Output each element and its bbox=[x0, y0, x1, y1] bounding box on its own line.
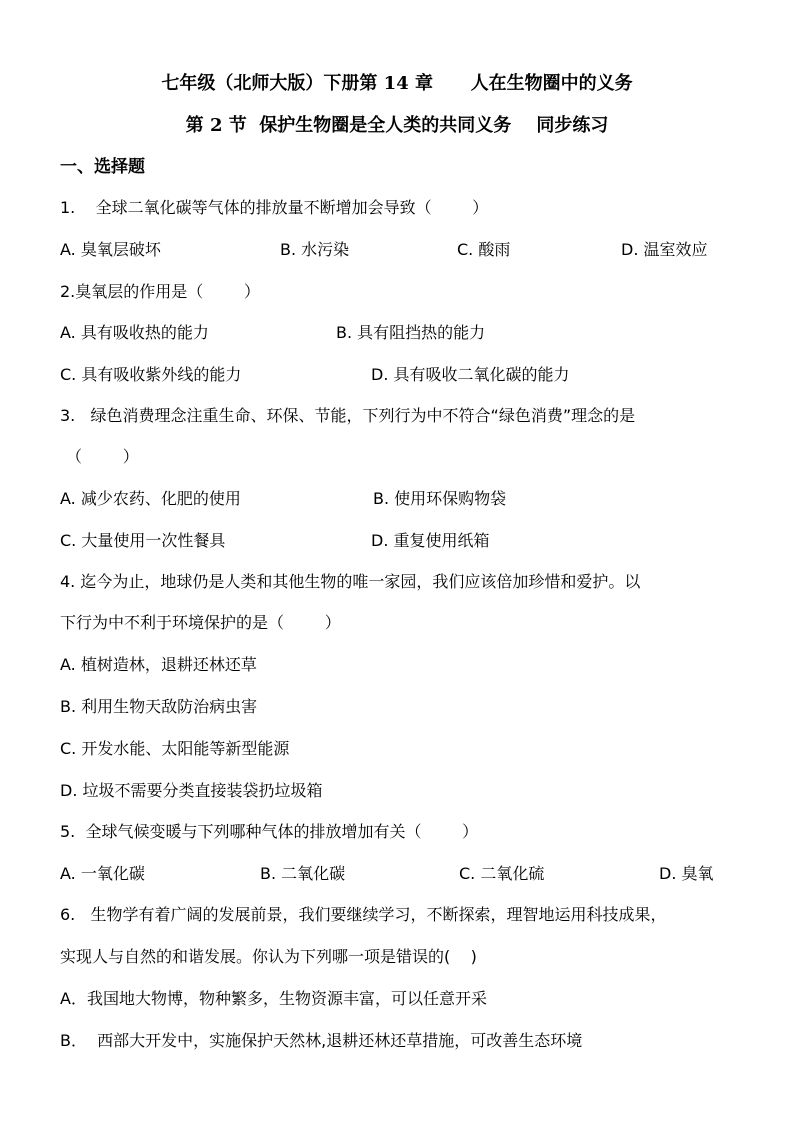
option-b: B. 利用生物天敌防治病虫害 bbox=[60, 697, 258, 716]
option-d: D. 具有吸收二氧化碳的能力 bbox=[371, 365, 570, 384]
option-d: D. 温室效应 bbox=[621, 240, 708, 259]
option-b: B. 二氧化碳 bbox=[260, 864, 346, 883]
option-c: C. 开发水能、太阳能等新型能源 bbox=[60, 739, 290, 758]
option-a: A. 具有吸收热的能力 bbox=[60, 323, 209, 342]
option-a: A．我国地大物博，物种繁多，生物资源丰富，可以任意开采 bbox=[60, 989, 487, 1008]
option-a: A. 一氧化碳 bbox=[60, 864, 145, 883]
question-stem: 2.臭氧层的作用是（ ） bbox=[60, 282, 260, 301]
section-heading: 一、选择题 bbox=[60, 157, 145, 177]
option-c: C. 二氧化硫 bbox=[459, 864, 545, 883]
question-stem: 5. 全球气候变暖与下列哪种气体的排放增加有关（ ） bbox=[60, 822, 479, 841]
worksheet-subtitle: 第 2 节 保护生物圈是全人类的共同义务 同步练习 bbox=[185, 115, 609, 136]
question-stem-continued: （ ） bbox=[66, 447, 139, 466]
question-stem: 1. 全球二氧化碳等气体的排放量不断增加会导致（ ） bbox=[60, 198, 489, 217]
option-a: A. 减少农药、化肥的使用 bbox=[60, 489, 241, 508]
option-c: C. 具有吸收紫外线的能力 bbox=[60, 365, 242, 384]
option-a: A. 臭氧层破坏 bbox=[60, 240, 161, 259]
question-stem-continued: 实现人与自然的和谐发展。你认为下列哪一项是错误的( ) bbox=[60, 947, 477, 966]
option-d: D. 重复使用纸箱 bbox=[371, 531, 490, 550]
option-d: D. 臭氧 bbox=[659, 864, 714, 883]
option-b: B. 使用环保购物袋 bbox=[373, 489, 507, 508]
worksheet-title: 七年级（北师大版）下册第 14 章 人在生物圈中的义务 bbox=[161, 73, 633, 94]
option-b: B. 具有阻挡热的能力 bbox=[336, 323, 486, 342]
option-c: C. 酸雨 bbox=[457, 240, 511, 259]
question-stem-continued: 下行为中不利于环境保护的是（ ） bbox=[60, 613, 341, 632]
option-d: D. 垃圾不需要分类直接装袋扔垃圾箱 bbox=[60, 781, 323, 800]
option-c: C. 大量使用一次性餐具 bbox=[60, 531, 226, 550]
question-stem: 4. 迄今为止，地球仍是人类和其他生物的唯一家园，我们应该倍加珍惜和爱护。以 bbox=[60, 572, 641, 591]
option-a: A. 植树造林，退耕还林还草 bbox=[60, 655, 257, 674]
question-stem: 6. 生物学有着广阔的发展前景，我们要继续学习，不断探索，理智地运用科技成果， bbox=[60, 905, 667, 924]
question-stem: 3. 绿色消费理念注重生命、环保、节能，下列行为中不符合“绿色消费”理念的是 bbox=[60, 406, 636, 425]
option-b: B. 水污染 bbox=[280, 240, 350, 259]
option-b: B． 西部大开发中，实施保护天然林,退耕还林还草措施，可改善生态环境 bbox=[60, 1031, 583, 1050]
